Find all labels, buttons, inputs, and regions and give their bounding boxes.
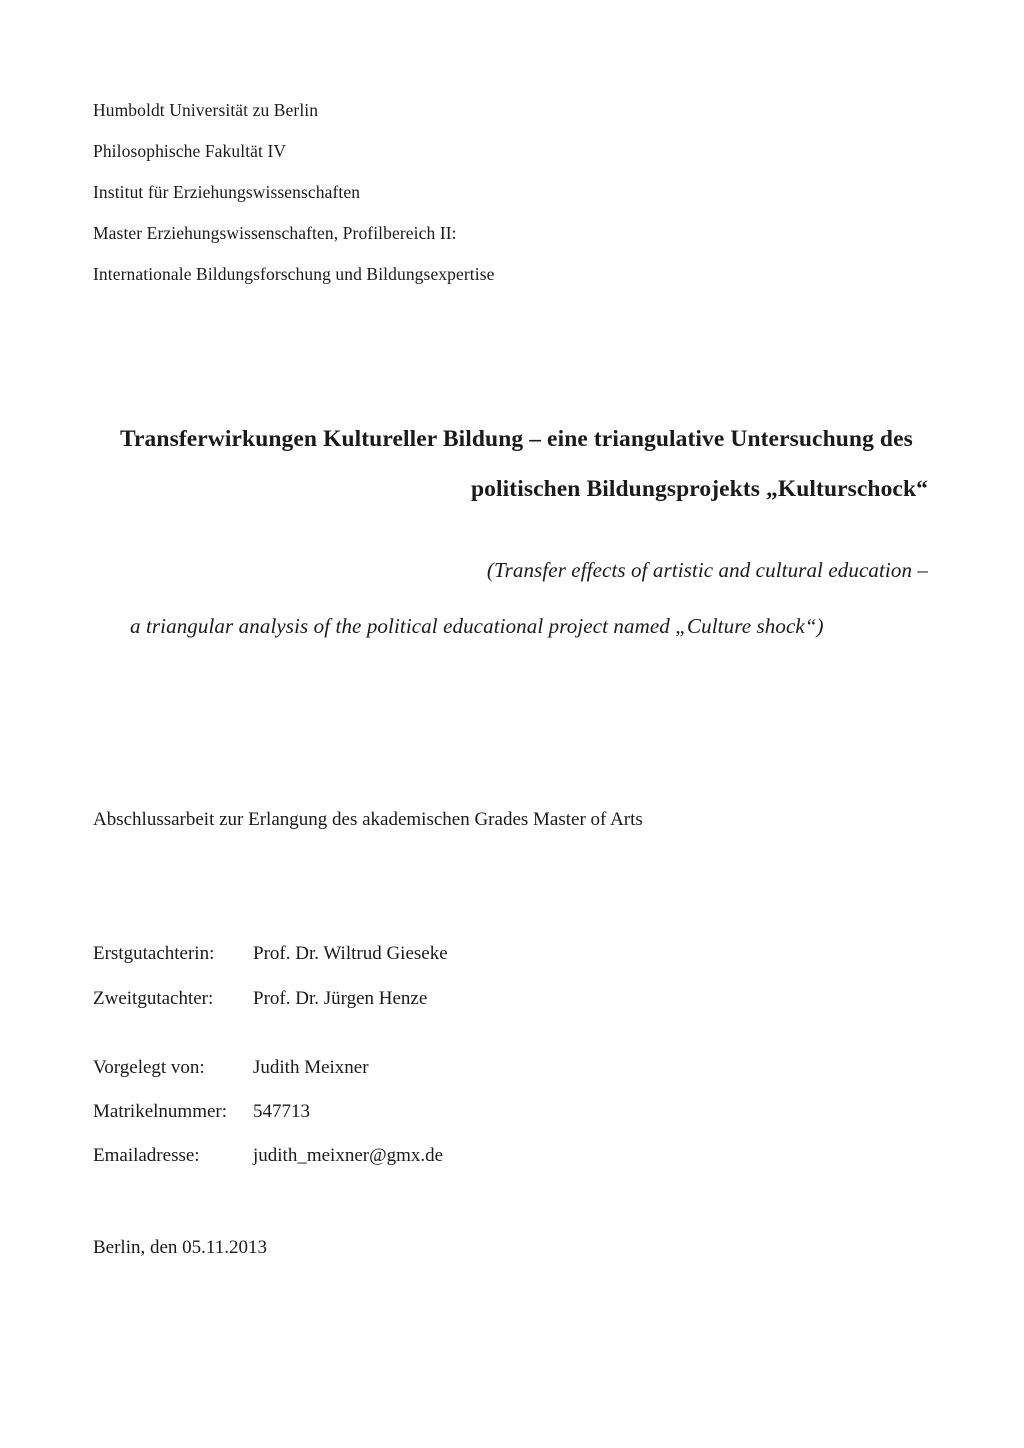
affiliation-line-faculty: Philosophische Fakultät IV (93, 141, 287, 161)
examiner-row-first (93, 931, 448, 976)
thesis-subtitle (130, 542, 928, 654)
author-value-matriculation: 547713 (253, 1101, 310, 1122)
author-row-name (93, 1046, 443, 1090)
author-row-matriculation (93, 1090, 443, 1134)
examiners-block (93, 931, 448, 1021)
examiner-row-second (93, 976, 448, 1021)
author-label-matriculation: Matrikelnummer: (93, 1101, 228, 1122)
author-label-email: Emailadresse: (93, 1145, 200, 1166)
affiliation-line-institute: Institut für Erziehungswissenschaften (93, 182, 361, 202)
examiner-value-first: Prof. Dr. Wiltrud Gieseke (253, 943, 448, 964)
thesis-title-line-1: Transferwirkungen Kultureller Bildung – eine triangulative Untersuchung des (120, 426, 913, 452)
thesis-title (120, 414, 928, 514)
dateline: Berlin, den 05.11.2013 (93, 1237, 267, 1258)
affiliation-line-specialization: Internationale Bildungsforschung und Bildungsexpertise (93, 264, 495, 284)
author-row-email (93, 1134, 443, 1178)
author-value-name: Judith Meixner (253, 1057, 369, 1078)
degree-statement: Abschlussarbeit zur Erlangung des akademischen Grades Master of Arts (93, 809, 643, 830)
affiliation-line-university: Humboldt Universität zu Berlin (93, 100, 319, 120)
thesis-title-line-2: politischen Bildungsprojekts „Kulturschock“ (471, 476, 928, 502)
examiner-value-second: Prof. Dr. Jürgen Henze (253, 988, 428, 1009)
thesis-subtitle-line-2: a triangular analysis of the political educational project named „Culture shock“) (130, 614, 824, 638)
author-block (93, 1046, 443, 1178)
author-label-name: Vorgelegt von: (93, 1057, 205, 1078)
affiliation-block (93, 90, 793, 295)
affiliation-line-program: Master Erziehungswissenschaften, Profilbereich II: (93, 223, 457, 243)
thesis-subtitle-line-1: (Transfer effects of artistic and cultural education – (486, 558, 928, 582)
author-value-email: judith_meixner@gmx.de (253, 1145, 444, 1166)
examiner-label-second: Zweitgutachter: (93, 988, 214, 1009)
examiner-label-first: Erstgutachterin: (93, 943, 215, 964)
